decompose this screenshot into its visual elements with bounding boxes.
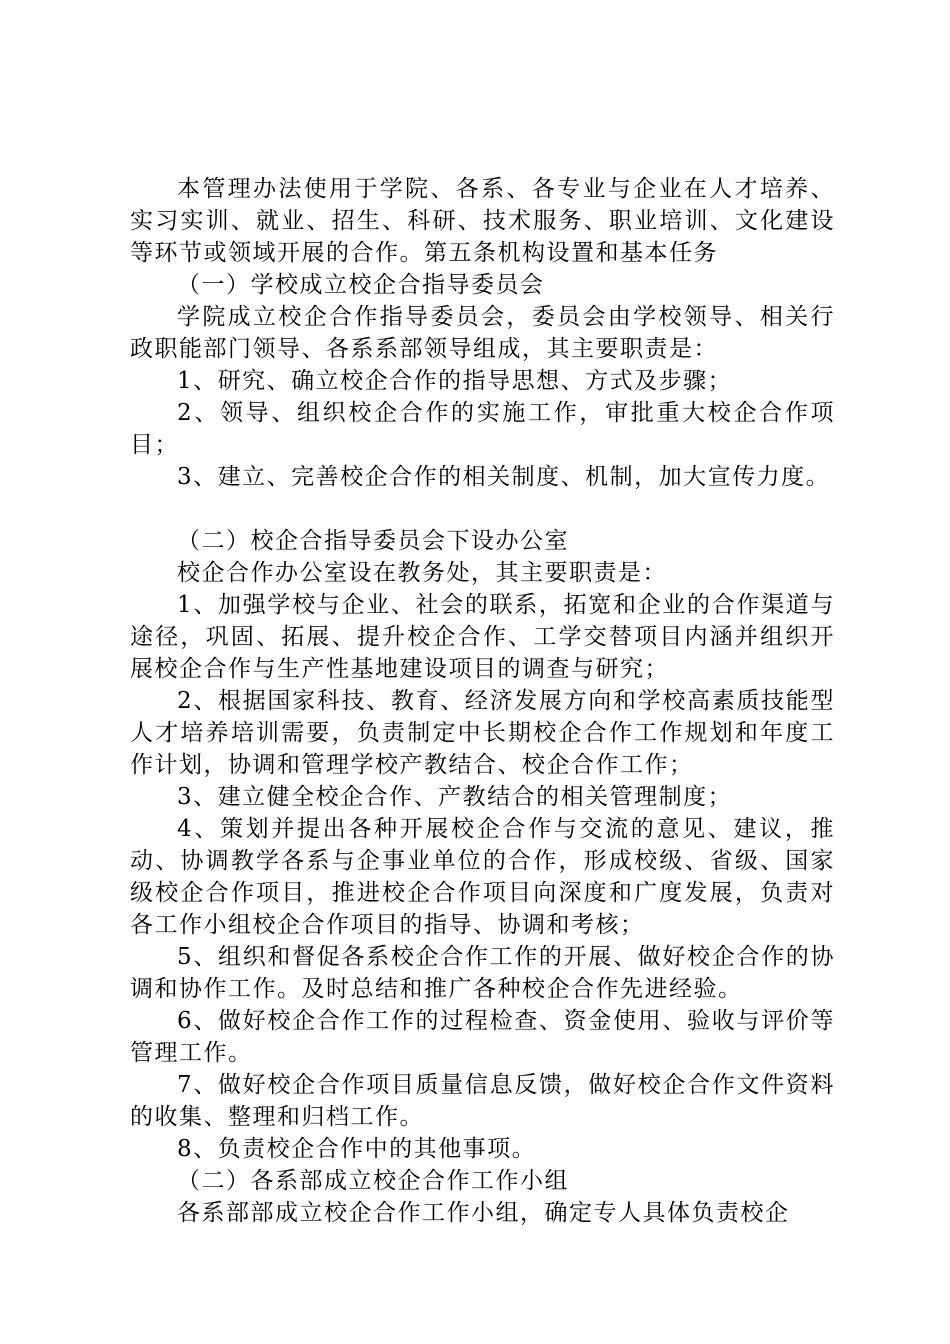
paragraph-office-location: 校企合作办公室设在教务处，其主要职责是： (177, 560, 667, 586)
list-item-office-duty-6: 6、做好校企合作工作的过程检查、资金使用、验收与评价等管理工作。 (130, 1008, 835, 1066)
list-item-committee-duty-2: 2、领导、组织校企合作的实施工作，审批重大校企合作项目； (130, 400, 835, 458)
paragraph-working-group: 各系部部成立校企合作工作小组，确定专人具体负责校企 (177, 1200, 790, 1226)
list-item-office-duty-3: 3、建立健全校企合作、产教结合的相关管理制度； (177, 784, 733, 810)
list-item-committee-duty-3: 3、建立、完善校企合作的相关制度、机制，加大宣传力度。 (177, 464, 831, 490)
document-body (130, 173, 835, 1229)
list-item-office-duty-2: 2、根据国家科技、教育、经济发展方向和学校高素质技能型人才培养培训需要，负责制定中长期校企合作工作规划和年度工作计划，协调和管理学校产教结合、校企合作工作； (130, 688, 835, 778)
heading-working-group: （二）各系部成立校企合作工作小组 (177, 1168, 569, 1194)
heading-office: （二）校企合指导委员会下设办公室 (177, 528, 569, 554)
list-item-office-duty-8: 8、负责校企合作中的其他事项。 (177, 1136, 537, 1162)
list-item-committee-duty-1: 1、研究、确立校企合作的指导思想、方式及步骤； (177, 368, 733, 394)
paragraph-committee-composition: 学院成立校企合作指导委员会，委员会由学校领导、相关行政职能部门领导、各系系部领导组成，其主要职责是： (130, 304, 835, 362)
paragraph-spacer (130, 493, 835, 525)
paragraph-scope: 本管理办法使用于学院、各系、各专业与企业在人才培养、实习实训、就业、招生、科研、技术服务、职业培训、文化建设等环节或领域开展的合作。第五条机构设置和基本任务 (130, 176, 835, 266)
list-item-office-duty-1: 1、加强学校与企业、社会的联系，拓宽和企业的合作渠道与途径，巩固、拓展、提升校企合作、工学交替项目内涵并组织开展校企合作与生产性基地建设项目的调查与研究； (130, 592, 835, 682)
list-item-office-duty-5: 5、组织和督促各系校企合作工作的开展、做好校企合作的协调和协作工作。及时总结和推广各种校企合作先进经验。 (130, 944, 835, 1002)
heading-steering-committee: （一）学校成立校企合指导委员会 (177, 272, 545, 298)
list-item-office-duty-4: 4、策划并提出各种开展校企合作与交流的意见、建议，推动、协调教学各系与企事业单位的合作，形成校级、省级、国家级校企合作项目，推进校企合作项目向深度和广度发展，负责对各工作小组校企合作项目的指导、协调和考核； (130, 816, 835, 938)
list-item-office-duty-7: 7、做好校企合作项目质量信息反馈，做好校企合作文件资料的收集、整理和归档工作。 (130, 1072, 835, 1130)
